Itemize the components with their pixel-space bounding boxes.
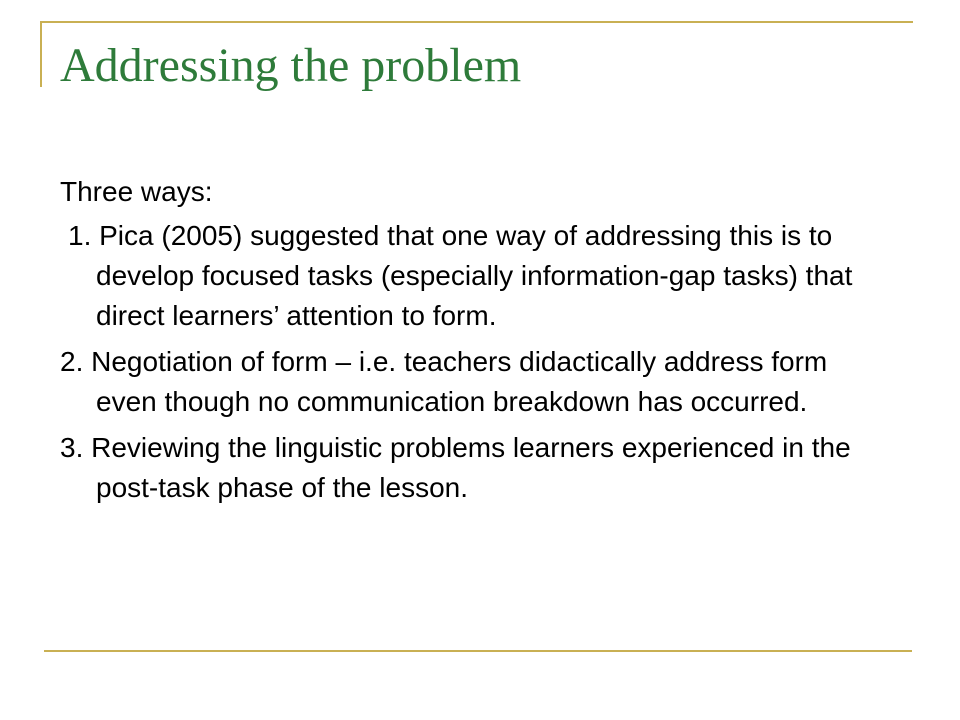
point-1: 1. Pica (2005) suggested that one way of addressing this is to develop focused tasks (especially information-gap tasks) that direct learners’ attention to form. — [68, 220, 853, 331]
slide-body — [60, 172, 890, 514]
frame-top-line — [40, 21, 913, 23]
slide-title: Addressing the problem — [60, 39, 522, 92]
intro-text: Three ways: — [60, 176, 213, 207]
frame-left-line — [40, 21, 42, 87]
point-3: 3. Reviewing the linguistic problems learners experienced in the post-task phase of the lesson. — [60, 432, 851, 503]
point-2: 2. Negotiation of form – i.e. teachers didactically address form even though no communication breakdown has occurred. — [60, 346, 828, 417]
frame-bottom-line — [44, 650, 912, 652]
